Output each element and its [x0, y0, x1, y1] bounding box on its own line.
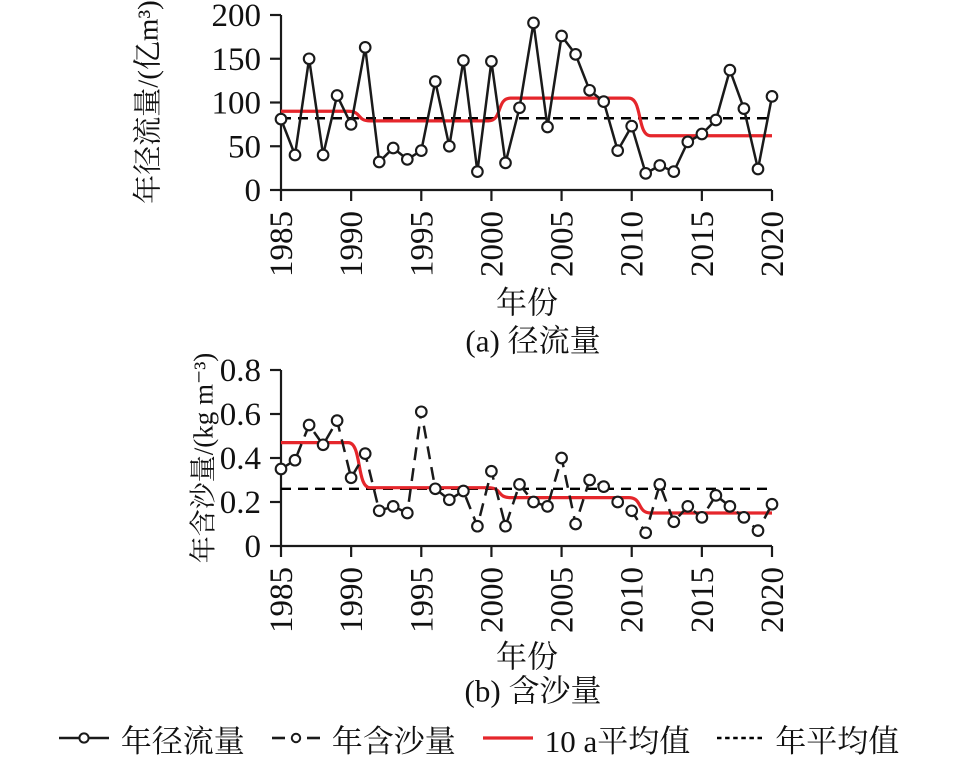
- sediment-series-markers: [276, 407, 778, 539]
- runoff-x-tick-label: 2020: [755, 211, 791, 277]
- sediment-y-axis-label: 年含沙量/(kg m⁻³): [188, 352, 219, 564]
- legend-label-annual-runoff: 年径流量: [120, 723, 245, 759]
- runoff-y-tick-label: 0: [244, 173, 261, 209]
- runoff-x-tick-label: 1990: [334, 211, 371, 277]
- runoff-x-tick-label: 2010: [614, 211, 651, 277]
- legend: [0, 716, 957, 760]
- runoff-x-tick-label: 1995: [404, 211, 441, 277]
- solid-line-circle-marker-icon: [58, 729, 110, 747]
- red-line-icon: [482, 729, 534, 747]
- sediment-x-tick-label: 2000: [474, 567, 511, 633]
- sediment-x-tick-label: 1990: [334, 567, 371, 633]
- legend-item-annual-mean: [716, 716, 899, 761]
- legend-label-annual-sediment: 年含沙量: [331, 723, 456, 759]
- legend-label-decade-average: 10 a平均值: [544, 723, 691, 759]
- sediment-x-tick-label: 2015: [684, 567, 721, 633]
- runoff-x-tick-label: 2015: [684, 211, 721, 277]
- sediment-x-axis-label: 年份: [496, 639, 558, 675]
- dotted-line-icon: [716, 729, 764, 747]
- legend-label-annual-mean: 年平均值: [775, 723, 900, 759]
- sediment-y-tick-label: 0.8: [219, 353, 261, 389]
- runoff-y-tick-label: 150: [211, 41, 261, 78]
- runoff-x-axis-label: 年份: [496, 285, 558, 321]
- runoff-x-ticks: [264, 190, 791, 277]
- sediment-y-tick-label: 0.6: [219, 397, 261, 433]
- sediment-y-tick-label: 0: [244, 529, 261, 565]
- legend-item-decade-average: [482, 716, 691, 761]
- runoff-x-tick-label: 1985: [264, 211, 300, 277]
- runoff-y-axis-label: 年径流量/(亿m³): [132, 0, 165, 204]
- runoff-y-tick-label: 50: [228, 129, 261, 166]
- runoff-x-tick-label: 2005: [544, 211, 581, 277]
- sediment-x-ticks: [264, 546, 791, 633]
- legend-item-annual-sediment: [271, 716, 456, 761]
- runoff-y-ticks: [212, 0, 282, 209]
- sediment-x-tick-label: 2010: [614, 567, 651, 633]
- sediment-x-tick-label: 1995: [404, 567, 441, 633]
- runoff-x-tick-label: 2000: [474, 211, 511, 277]
- sediment-caption: (b) 含沙量: [464, 673, 602, 709]
- dashed-line-circle-marker-icon: [271, 729, 321, 747]
- sediment-y-tick-label: 0.4: [219, 441, 261, 477]
- sediment-x-tick-label: 2005: [544, 567, 581, 633]
- sediment-x-tick-label: 1985: [264, 567, 300, 633]
- sediment-y-ticks: [220, 353, 281, 565]
- legend-item-annual-runoff: [58, 716, 245, 761]
- sediment-chart: [220, 353, 791, 633]
- runoff-caption: (a) 径流量: [465, 323, 601, 359]
- sediment-x-tick-label: 2020: [755, 567, 791, 633]
- runoff-chart: [212, 0, 792, 277]
- runoff-y-tick-label: 200: [211, 0, 261, 34]
- runoff-y-tick-label: 100: [211, 85, 261, 122]
- sediment-y-tick-label: 0.2: [219, 485, 261, 521]
